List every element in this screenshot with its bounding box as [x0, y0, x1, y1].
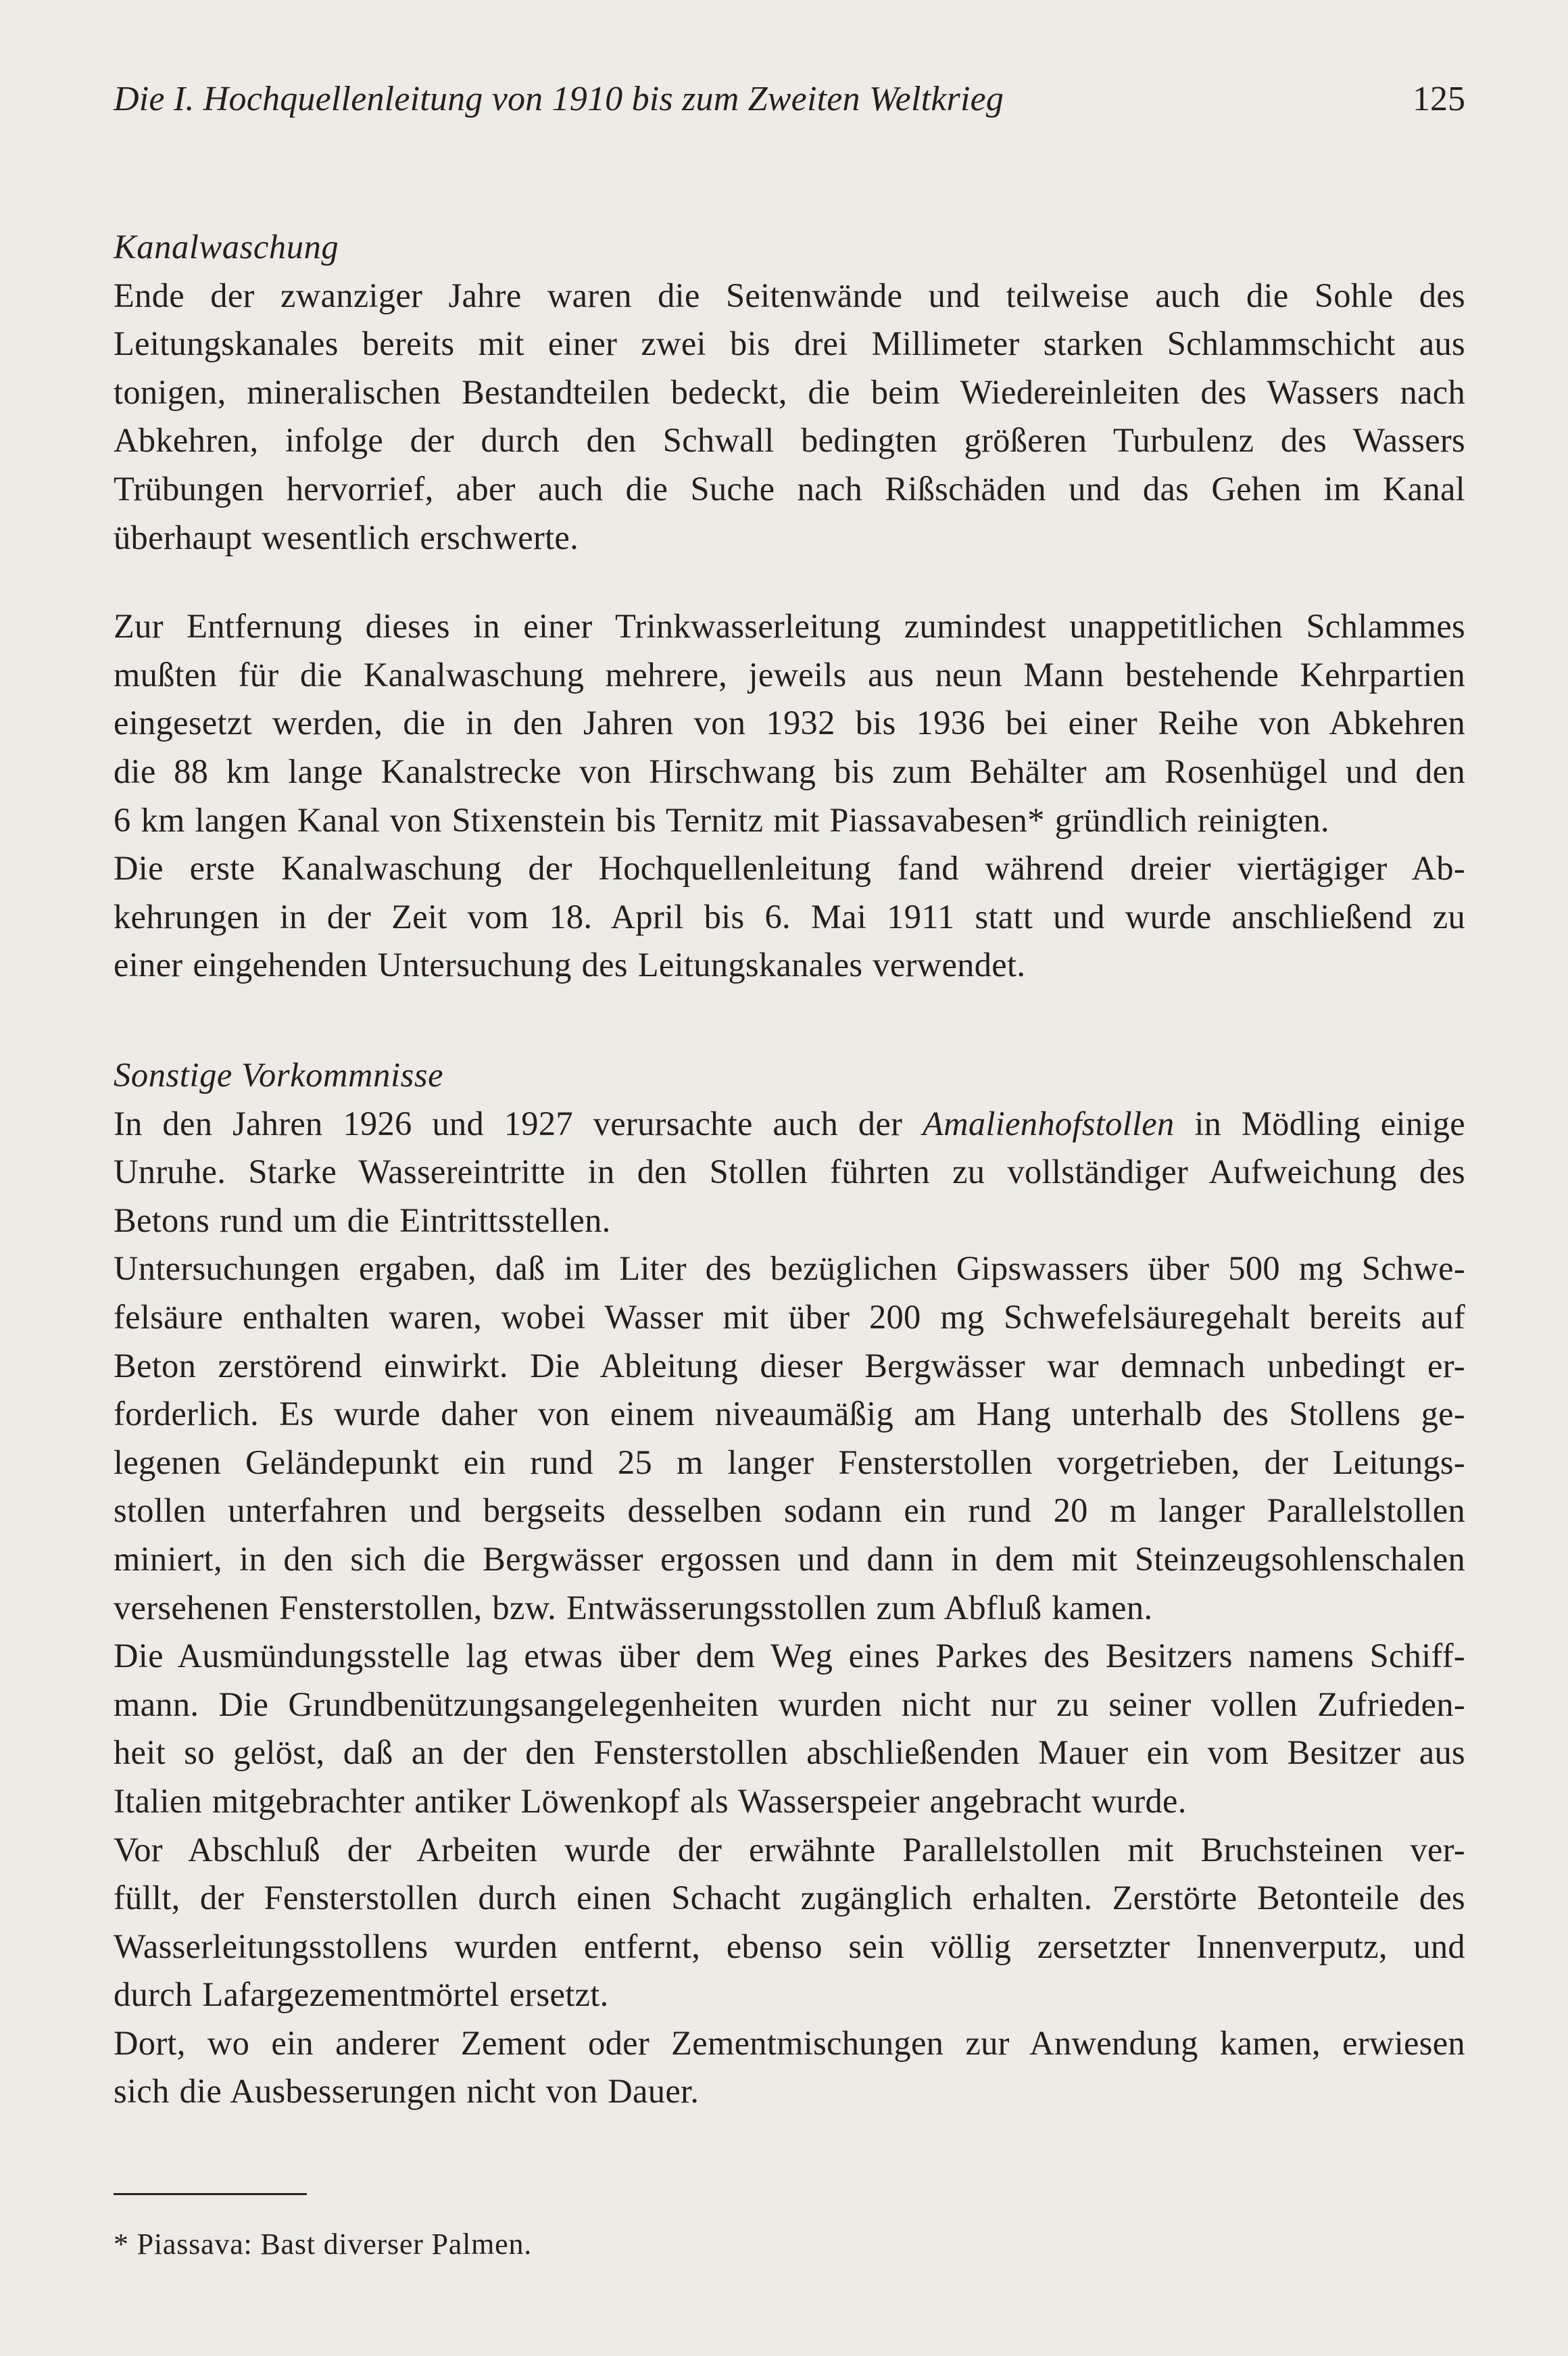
text-line: die 88 km lange Kanalstrecke von Hirschwang bis zum Behälter am Rosenhügel und den: [114, 752, 1465, 790]
emphasized-term: Amalienhofstollen: [922, 1104, 1175, 1143]
text-run: In den Jahren 1926 und 1927 verursachte auch der: [114, 1104, 923, 1143]
text-line: Unruhe. Starke Wassereintritte in den Stollen führten zu vollständiger Aufweichung des: [114, 1153, 1465, 1191]
section-heading: Kanalwaschung: [114, 228, 339, 266]
text-line: durch Lafargezementmörtel ersetzt.: [114, 1975, 609, 2014]
paragraph: [114, 1632, 1465, 1825]
paragraph-gap: [114, 562, 1465, 602]
text-line: stollen unterfahren und bergseits desselben sodann ein rund 20 m langer Parallelstollen: [114, 1491, 1465, 1530]
text-line: Dort, wo ein anderer Zement oder Zementmischungen zur Anwendung kamen, erwiesen: [114, 2023, 1465, 2062]
paragraph: [114, 602, 1465, 844]
text-line: Vor Abschluß der Arbeiten wurde der erwähnte Parallelstollen mit Bruchsteinen ver-: [114, 1830, 1465, 1869]
text-line: 6 km langen Kanal von Stixenstein bis Ternitz mit Piassavabesen* gründlich reinigten.: [114, 800, 1329, 839]
text-line: Beton zerstörend einwirkt. Die Ableitung dieser Bergwässer war demnach unbedingt er-: [114, 1346, 1465, 1385]
page-number: 125: [1413, 80, 1465, 118]
text-line: Italien mitgebrachter antiker Löwenkopf als Wasserspeier angebracht wurde.: [114, 1781, 1187, 1820]
text-line: Betons rund um die Eintrittsstellen.: [114, 1201, 611, 1239]
text-line: heit so gelöst, daß an der den Fensterstollen abschließenden Mauer ein vom Besitzer aus: [114, 1733, 1465, 1772]
text-line: mann. Die Grundbenützungsangelegenheiten wurden nicht nur zu seiner vollen Zufrieden-: [114, 1685, 1465, 1723]
text-line: miniert, in den sich die Bergwässer ergossen und dann in dem mit Steinzeugsohlenschalen: [114, 1539, 1465, 1578]
text-run: in Mödling einige: [1174, 1104, 1465, 1143]
text-line: legenen Geländepunkt ein rund 25 m langer Fensterstollen vorgetrieben, der Leitungs-: [114, 1443, 1465, 1481]
text-line: Untersuchungen ergaben, daß im Liter des bezüglichen Gipswassers über 500 mg Schwe-: [114, 1249, 1465, 1288]
text-line: Abkehren, infolge der durch den Schwall bedingten größeren Turbulenz des Wassers: [114, 421, 1465, 460]
text-line: versehenen Fensterstollen, bzw. Entwässerungsstollen zum Abfluß kamen.: [114, 1588, 1153, 1627]
text-line: tonigen, mineralischen Bestandteilen bedeckt, die beim Wiedereinleiten des Wassers nach: [114, 372, 1465, 411]
running-title: Die I. Hochquellenleitung von 1910 bis zum Zweiten Weltkrieg: [114, 80, 1004, 118]
section-kanalwaschung: [114, 223, 1465, 990]
text-line: sich die Ausbesserungen nicht von Dauer.: [114, 2072, 700, 2111]
text-line: füllt, der Fensterstollen durch einen Schacht zugänglich erhalten. Zerstörte Betonteile des: [114, 1879, 1465, 1917]
text-line: eingesetzt werden, die in den Jahren von 1932 bis 1936 bei einer Reihe von Abkehren: [114, 704, 1465, 742]
text-line: Wasserleitungsstollens wurden entfernt, ebenso sein völlig zersetzter Innenverputz, und: [114, 1927, 1465, 1965]
text-line: [114, 1100, 1465, 1149]
text-line: Trübungen hervorrief, aber auch die Suche nach Rißschäden und das Gehen im Kanal: [114, 469, 1465, 508]
text-line: forderlich. Es wurde daher von einem niveaumäßig am Hang unterhalb des Stollens ge-: [114, 1395, 1465, 1433]
text-line: Die erste Kanalwaschung der Hochquellenleitung fand während dreier viertägiger Ab-: [114, 849, 1465, 888]
section-sonstige-vorkommnisse: [114, 1051, 1465, 2116]
section-heading: Sonstige Vorkommnisse: [114, 1056, 444, 1094]
paragraph: [114, 844, 1465, 990]
paragraph: [114, 1245, 1465, 1632]
paragraph: [114, 1100, 1465, 1245]
paragraph: [114, 1826, 1465, 2019]
footnote: * Piassava: Bast diverser Palmen.: [114, 2228, 533, 2261]
text-line: mußten für die Kanalwaschung mehrere, jeweils aus neun Mann bestehende Kehrpartien: [114, 655, 1465, 694]
paragraph: [114, 2019, 1465, 2116]
text-line: Die Ausmündungsstelle lag etwas über dem Weg eines Parkes des Besitzers namens Schiff-: [114, 1637, 1465, 1675]
text-line: Leitungskanales bereits mit einer zwei bis drei Millimeter starken Schlammschicht aus: [114, 324, 1465, 363]
running-head: [114, 76, 1465, 123]
text-line: überhaupt wesentlich erschwerte.: [114, 518, 579, 556]
paragraph: [114, 272, 1465, 562]
text-line: Ende der zwanziger Jahre waren die Seitenwände und teilweise auch die Sohle des: [114, 276, 1465, 314]
text-line: einer eingehenden Untersuchung des Leitungskanales verwendet.: [114, 946, 1026, 984]
text-line: kehrungen in der Zeit vom 18. April bis 6. Mai 1911 statt und wurde anschließend zu: [114, 897, 1465, 936]
text-line: Zur Entfernung dieses in einer Trinkwasserleitung zumindest unappetitlichen Schlammes: [114, 607, 1465, 646]
text-line: felsäure enthalten waren, wobei Wasser mit über 200 mg Schwefelsäuregehalt bereits auf: [114, 1297, 1465, 1336]
footnote-rule: [114, 2193, 307, 2195]
